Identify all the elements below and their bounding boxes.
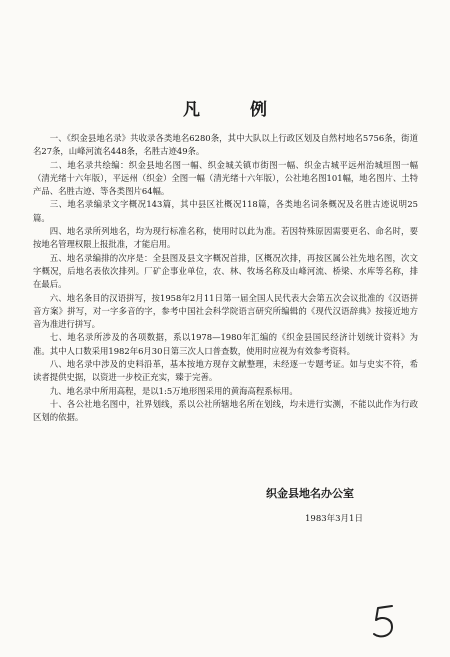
paragraph-1: 一、《织金县地名录》共收录各类地名6280条，其中大队以上行政区划及自然村地名5756条，街道名27条，山峰河流名448条，名胜古迹49条。 — [33, 133, 418, 157]
page-title: 凡 例 — [183, 100, 289, 120]
issue-date: 1983年3月1日 — [305, 514, 363, 524]
paragraph-2: 二、地名录共绘编：织金县地名图一幅、织金城关镇市街图一幅、织金古城平远州治城垣图一幅（清光绪十六年版），平远州（织金）全图一幅（清光绪十六年版），公社地名图101幅，地名图片、土特产品、名胜古迹、等各类图片64幅。 — [33, 159, 418, 197]
paragraph-10: 十、各公社地名图中，社界划线，系以公社所辖地名所在划线，均未进行实测，不能以此作为行政区划的依据。 — [33, 398, 418, 423]
paragraph-7: 七、地名录所涉及的各项数据，系以1978—1980年汇编的《织金县国民经济计划统计资料》为准。其中人口数采用1982年6月30日第三次人口普查数，使用时应视为有效参考资料。 — [33, 332, 418, 356]
paragraph-8: 八、地名录中涉及的史料沿革，基本按地方现存文献整理，未经逐一专题考证。如与史实不符，希读者提供史据，以资进一步校正充实，臻于完善。 — [33, 359, 418, 383]
paragraph-5: 五、地名录编排的次序是：全县图及县文字概况首排，区概况次排，再按区属公社先地名图，次文字概况，后地名表依次排列。厂矿企事业单位，农、林、牧场名称及山峰河流、桥梁、水库等名称，排在最后。 — [33, 252, 418, 290]
document-body — [33, 132, 418, 425]
handwritten-page-number — [368, 602, 400, 642]
paragraph-9: 九、地名录中所用高程，是以1:5万地形图采用的黄海高程系标用。 — [49, 385, 298, 396]
paragraph-4: 四、地名录所列地名，均为现行标准名称，使用时以此为准。若因特殊原因需要更名、命名时，要按地名管理权限上报批准，才能启用。 — [33, 226, 418, 250]
paragraph-3: 三、地名录编录文字概况143篇，其中县区社概况118篇，各类地名词条概况及名胜古迹说明25篇。 — [33, 199, 418, 223]
issuing-office: 织金县地名办公室 — [266, 487, 354, 500]
paragraph-6: 六、地名条目的汉语拼写，按1958年2月11日第一届全国人民代表大会第五次会议批准的《汉语拼音方案》拼写，对一字多音的字，参考中国社会科学院语言研究所编辑的《现代汉语辞典》按接近地方音为准进行拼写。 — [33, 292, 418, 330]
